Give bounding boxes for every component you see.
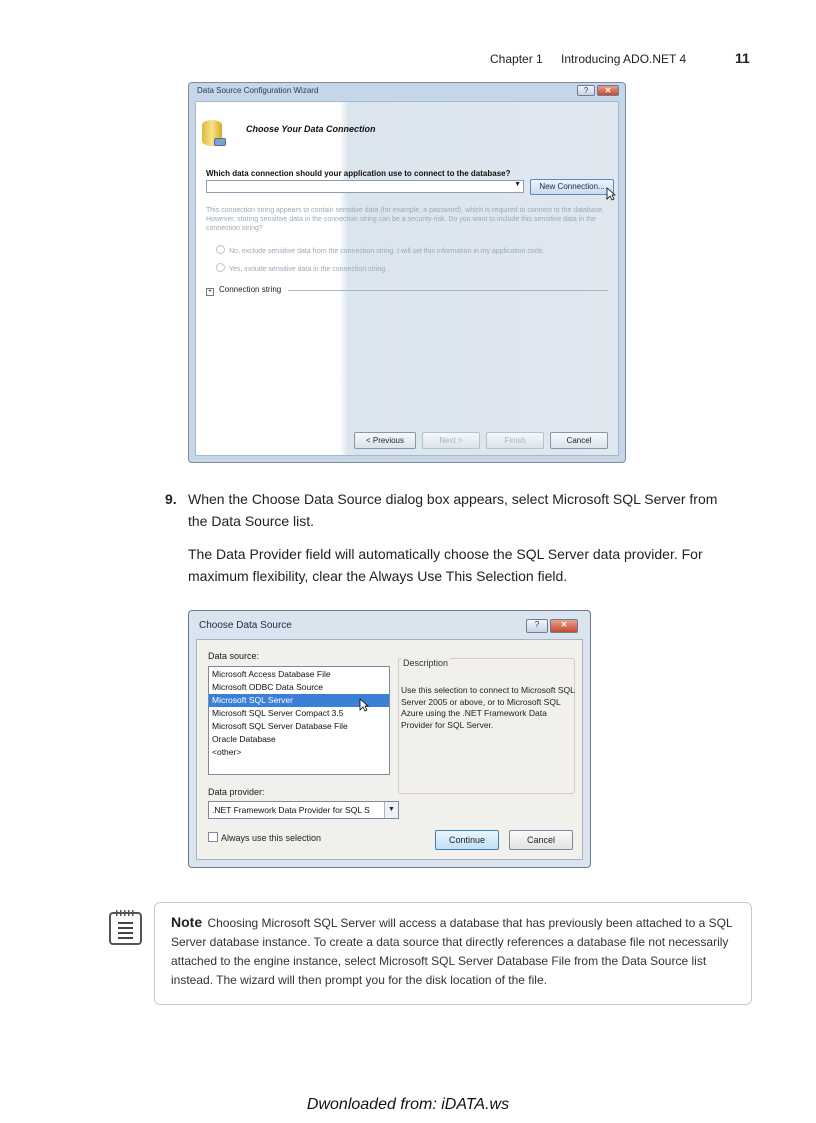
wizard-client (195, 101, 619, 456)
checkbox-box[interactable] (208, 832, 218, 842)
connection-string-label: Connection string (219, 285, 282, 294)
next-button[interactable]: Next > (422, 432, 480, 449)
connection-question: Which data connection should your application use to connect to the database? (206, 169, 511, 178)
data-provider-value: .NET Framework Data Provider for SQL S (212, 805, 370, 815)
description-label: Description (403, 658, 449, 668)
note-box (154, 902, 752, 1005)
radio-exclude-sensitive[interactable]: No, exclude sensitive data from the connection string. I will set this information in my application code. (216, 245, 545, 255)
note-body (171, 913, 739, 990)
dialog-help-button[interactable]: ? (526, 619, 548, 633)
data-provider-select[interactable] (208, 801, 399, 819)
new-connection-button[interactable]: New Connection... (530, 179, 614, 195)
dialog-window-buttons (526, 619, 578, 633)
always-use-checkbox[interactable] (208, 832, 321, 843)
wizard-window (188, 82, 626, 463)
note-text: Choosing Microsoft SQL Server will access a database that has previously been attached to a SQL Server database instance. To create a data source that directly references a database file not necessarily attached to the engine instance, select Microsoft SQL Server Database File from the Data Source list instead. The wizard will then prompt you for the disk location of the file. (171, 916, 733, 987)
list-item[interactable]: Microsoft Access Database File (212, 669, 331, 679)
expand-icon[interactable]: + (207, 288, 213, 295)
dropdown-arrow-icon[interactable]: ▼ (514, 181, 521, 188)
list-item[interactable]: Microsoft SQL Server Compact 3.5 (212, 708, 344, 718)
data-source-label: Data source: (208, 651, 260, 661)
connection-combo[interactable] (206, 180, 524, 193)
mouse-cursor-icon (606, 187, 616, 201)
notepad-icon (109, 912, 142, 945)
database-icon (202, 116, 226, 150)
data-source-list[interactable] (208, 666, 390, 775)
radio-include-sensitive[interactable]: Yes, include sensitive data in the connection string. (216, 263, 387, 273)
wizard-heading: Choose Your Data Connection (246, 124, 376, 134)
finish-button[interactable]: Finish (486, 432, 544, 449)
help-button[interactable]: ? (577, 85, 595, 96)
description-text: Use this selection to connect to Microsoft SQL Server 2005 or above, or to Microsoft SQL Azure using the .NET Framework Data Provider for SQL Server. (401, 685, 575, 730)
chapter-label: Chapter 1 (490, 52, 543, 66)
continue-button[interactable]: Continue (435, 830, 499, 850)
choose-data-source-dialog (188, 610, 591, 868)
list-item[interactable]: Microsoft ODBC Data Source (212, 682, 324, 692)
chevron-down-icon[interactable]: ▼ (384, 802, 398, 818)
wizard-window-buttons (577, 85, 619, 96)
dialog-cancel-button[interactable]: Cancel (509, 830, 573, 850)
connection-string-expander[interactable] (206, 285, 281, 296)
download-footer: Dwonloaded from: iDATA.ws (306, 1096, 510, 1113)
close-button[interactable]: ✕ (597, 85, 619, 96)
page-number: 11 (735, 50, 750, 66)
running-header (490, 50, 760, 68)
description-group (398, 658, 575, 794)
sensitive-data-text: This connection string appears to contain sensitive data (for example, a password), which is required to connect to the database. However, storing sensitive data in the connection string can be a security risk. Do you want to include this sensitive data in the connection string? (206, 207, 605, 232)
cancel-button[interactable]: Cancel (550, 432, 608, 449)
previous-button[interactable]: < Previous (354, 432, 416, 449)
dialog-title: Choose Data Source (199, 620, 292, 631)
mouse-cursor-icon (359, 698, 369, 712)
data-provider-label: Data provider: (208, 787, 265, 797)
step-number: 9. (165, 491, 177, 507)
step-paragraph: The Data Provider field will automatically choose the SQL Server data provider. For maximum flexibility, clear the Always Use This Selection field. (188, 546, 703, 584)
dialog-client (196, 639, 583, 860)
separator (288, 290, 608, 291)
wizard-title: Data Source Configuration Wizard (197, 86, 319, 95)
list-item[interactable]: <other> (212, 747, 242, 757)
list-item[interactable]: Microsoft SQL Server Database File (212, 721, 348, 731)
step-text: When the Choose Data Source dialog box appears, select Microsoft SQL Server from the Data Source list. (188, 491, 718, 529)
chapter-title: Introducing ADO.NET 4 (561, 52, 687, 66)
list-item-selected[interactable]: Microsoft SQL Server (209, 694, 389, 707)
list-item[interactable]: Oracle Database (212, 734, 276, 744)
dialog-close-button[interactable]: ✕ (550, 619, 578, 633)
note-heading: Note (171, 914, 203, 930)
always-use-label: Always use this selection (221, 833, 322, 843)
